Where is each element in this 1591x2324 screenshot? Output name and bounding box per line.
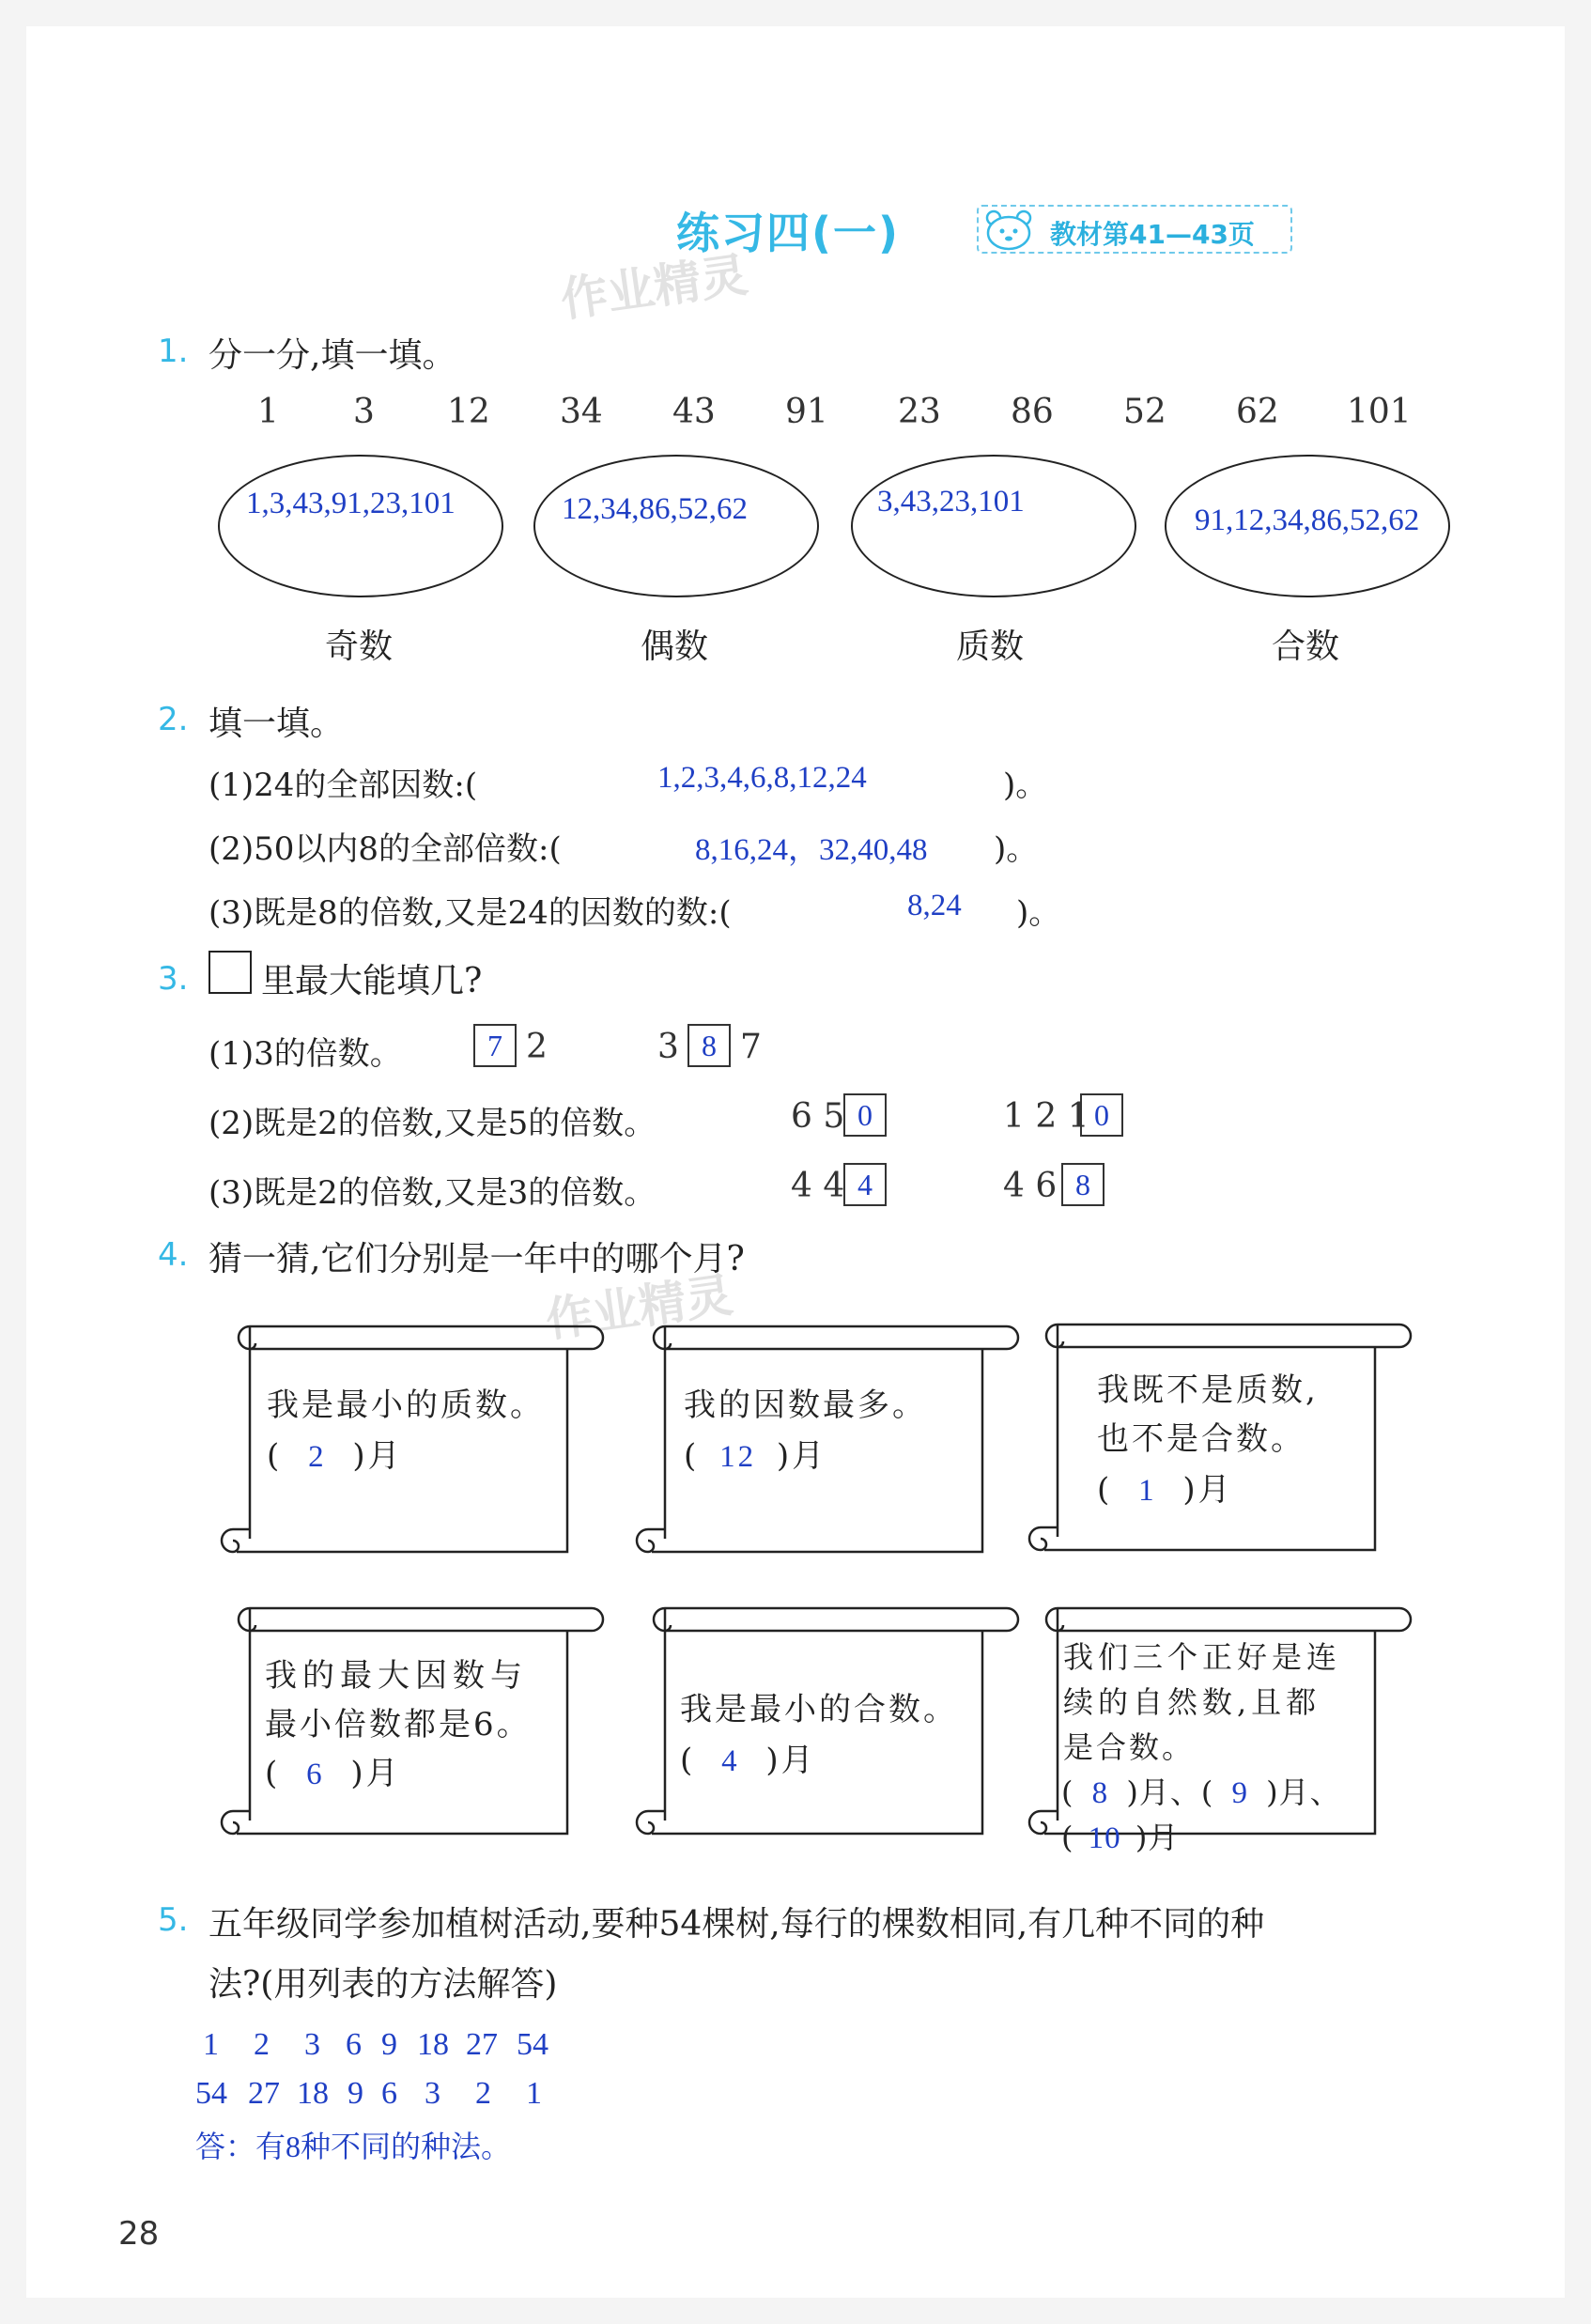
- q1-number-11: 101: [1347, 393, 1412, 431]
- prime-ellipse: [851, 455, 1136, 597]
- separator: 、: [1169, 1774, 1201, 1810]
- q3-item3-box-b: 8: [1061, 1163, 1104, 1206]
- q1-number: 1.: [158, 333, 189, 370]
- scroll-line: 也不是合数。: [1097, 1420, 1305, 1458]
- q3-item2-box-b: 0: [1080, 1093, 1123, 1137]
- q5-answer: 答：有8种不同的种法。: [195, 2130, 512, 2163]
- q1-number-4: 34: [560, 393, 603, 431]
- scroll-answer: 2: [308, 1440, 327, 1474]
- q3-item1-a-after: 2: [526, 1028, 548, 1066]
- month-unit: )月: [1182, 1471, 1233, 1509]
- scroll-answer: 9: [1231, 1776, 1248, 1810]
- q5-row2-item: 1: [526, 2076, 542, 2111]
- q5-row1-item: 54: [517, 2027, 548, 2062]
- open-paren: (: [1097, 1471, 1113, 1509]
- q5-text-line1: 五年级同学参加植树活动,要种54棵树,每行的棵数相同,有几种不同的种: [209, 1905, 1265, 1944]
- even-label: 偶数: [641, 627, 709, 666]
- composite-answer: 91,12,34,86,52,62: [1195, 504, 1420, 537]
- q3-text: 里最大能填几?: [261, 962, 483, 1000]
- q3-item1-box-a: 7: [473, 1024, 517, 1067]
- odd-label: 奇数: [325, 627, 394, 666]
- q2-text: 填一填。: [209, 705, 345, 743]
- q3-item2-box-a: 0: [843, 1093, 887, 1137]
- q5-number: 5.: [158, 1901, 189, 1939]
- open-paren: (: [680, 1742, 696, 1779]
- scroll-answer: 1: [1138, 1474, 1157, 1508]
- q2-item2-end: )。: [994, 830, 1039, 868]
- blank-box-icon: [209, 951, 252, 994]
- q5-text-line2: 法?(用列表的方法解答): [209, 1965, 558, 2004]
- q2-item1-end: )。: [1003, 767, 1048, 804]
- page-title: 练习四(一): [676, 208, 901, 258]
- q5-row1-item: 18: [417, 2027, 449, 2062]
- q5-row2-item: 2: [475, 2076, 491, 2111]
- q3-item3-b-before: 4 6: [1003, 1167, 1058, 1205]
- bear-icon: [982, 209, 1039, 256]
- q5-row2-item: 9: [348, 2076, 363, 2111]
- prime-answer: 3,43,23,101: [877, 485, 1025, 519]
- page-number: 28: [118, 2215, 160, 2253]
- open-paren: (: [265, 1755, 281, 1792]
- q3-item2-b-before: 1 2 1: [1003, 1097, 1089, 1136]
- scroll-answer: 6: [306, 1758, 325, 1791]
- watermark: 作业精灵: [557, 247, 751, 328]
- open-paren: (: [684, 1437, 700, 1475]
- q5-row1-item: 27: [466, 2027, 498, 2062]
- month-unit: )月: [1126, 1774, 1170, 1810]
- q5-row1-item: 9: [381, 2027, 397, 2062]
- scroll-answer: 10: [1088, 1821, 1121, 1855]
- q1-number-5: 43: [672, 393, 716, 431]
- textbook-tag-text: 教材第41—43页: [1050, 219, 1255, 250]
- prime-label: 质数: [956, 627, 1025, 666]
- month-unit: )月: [1135, 1820, 1180, 1855]
- scroll-line: 我是最小的质数。: [267, 1387, 545, 1424]
- q3-item3-label: (3)既是2的倍数,又是3的倍数。: [209, 1174, 656, 1212]
- month-unit: )月: [776, 1437, 827, 1475]
- scroll-card: [1020, 1304, 1414, 1557]
- odd-ellipse: [218, 455, 503, 597]
- scroll-card: [212, 1306, 607, 1559]
- q5-row2-item: 18: [297, 2076, 329, 2111]
- q3-item2-label: (2)既是2的倍数,又是5的倍数。: [209, 1105, 656, 1142]
- scroll-card: [627, 1588, 1022, 1841]
- composite-label: 合数: [1272, 627, 1340, 666]
- q3-item1-b-after: 7: [740, 1028, 762, 1066]
- q1-number-6: 91: [785, 393, 828, 431]
- q3-item1-label: (1)3的倍数。: [209, 1035, 402, 1073]
- q3-item1-b-before: 3: [657, 1028, 679, 1066]
- scroll-line: 我的因数最多。: [684, 1387, 927, 1424]
- open-paren: (: [267, 1437, 283, 1475]
- separator: 、: [1309, 1774, 1341, 1810]
- q4-text: 猜一猜,它们分别是一年中的哪个月?: [209, 1240, 745, 1278]
- open-paren: (: [1061, 1820, 1074, 1855]
- q1-number-2: 3: [353, 393, 375, 431]
- scroll-line: 我们三个正好是连: [1063, 1639, 1342, 1675]
- open-paren: (: [1200, 1774, 1214, 1810]
- month-unit: )月: [350, 1755, 401, 1792]
- q3-item1-box-b: 8: [687, 1024, 731, 1067]
- q1-number-7: 23: [898, 393, 941, 431]
- q3-item3-a-before: 4 4: [791, 1167, 845, 1205]
- q5-row1-item: 2: [254, 2027, 270, 2062]
- q2-item3-end: )。: [1016, 894, 1061, 932]
- q2-item2-answer: 8,16,24，32,40,48: [695, 833, 928, 867]
- scroll-answer: 12: [719, 1440, 757, 1474]
- scroll-line: 最小倍数都是6。: [265, 1706, 532, 1743]
- odd-answer: 1,3,43,91,23,101: [246, 487, 456, 520]
- q5-row1-item: 6: [346, 2027, 362, 2062]
- q2-item1-label: (1)24的全部因数:(: [209, 767, 478, 804]
- q2-item2-label: (2)50以内8的全部倍数:(: [209, 830, 562, 868]
- q2-number: 2.: [158, 701, 189, 738]
- q2-item3-label: (3)既是8的倍数,又是24的因数的数:(: [209, 894, 732, 932]
- q1-text: 分一分,填一填。: [209, 336, 456, 375]
- scroll-answer: 8: [1091, 1776, 1109, 1810]
- scroll-card: [1020, 1588, 1414, 1855]
- scroll-line: 我是最小的合数。: [680, 1691, 958, 1728]
- scroll-card: [627, 1306, 1022, 1559]
- q1-number-8: 86: [1011, 393, 1054, 431]
- q4-number: 4.: [158, 1236, 189, 1274]
- q5-row2-item: 54: [195, 2076, 227, 2111]
- q1-number-9: 52: [1123, 393, 1166, 431]
- q5-row2-item: 3: [425, 2076, 440, 2111]
- q5-row2-item: 6: [381, 2076, 397, 2111]
- q5-row2-item: 27: [248, 2076, 280, 2111]
- q5-row1-item: 3: [304, 2027, 320, 2062]
- watermark-2: 作业精灵: [542, 1267, 736, 1348]
- scroll-line: 续的自然数,且都: [1063, 1684, 1321, 1720]
- q1-number-1: 1: [257, 393, 279, 431]
- q5-row1-item: 1: [203, 2027, 219, 2062]
- scroll-answer: 4: [721, 1744, 740, 1778]
- month-unit: )月: [765, 1742, 816, 1779]
- q3-item3-box-a: 4: [843, 1163, 887, 1206]
- scroll-line: 我既不是质数,: [1097, 1371, 1319, 1409]
- q1-number-10: 62: [1236, 393, 1279, 431]
- q2-item3-answer: 8,24: [907, 889, 962, 922]
- scroll-line: 我的最大因数与: [265, 1657, 528, 1695]
- scroll-card: [212, 1588, 607, 1841]
- month-unit: )月: [1266, 1774, 1310, 1810]
- even-answer: 12,34,86,52,62: [562, 492, 748, 526]
- month-unit: )月: [352, 1437, 403, 1475]
- scroll-line: 是合数。: [1063, 1729, 1196, 1765]
- q3-item2-a-before: 6 5: [791, 1097, 845, 1136]
- q2-item1-answer: 1,2,3,4,6,8,12,24: [657, 761, 867, 795]
- q1-number-3: 12: [447, 393, 490, 431]
- open-paren: (: [1061, 1774, 1074, 1810]
- q3-number: 3.: [158, 960, 189, 998]
